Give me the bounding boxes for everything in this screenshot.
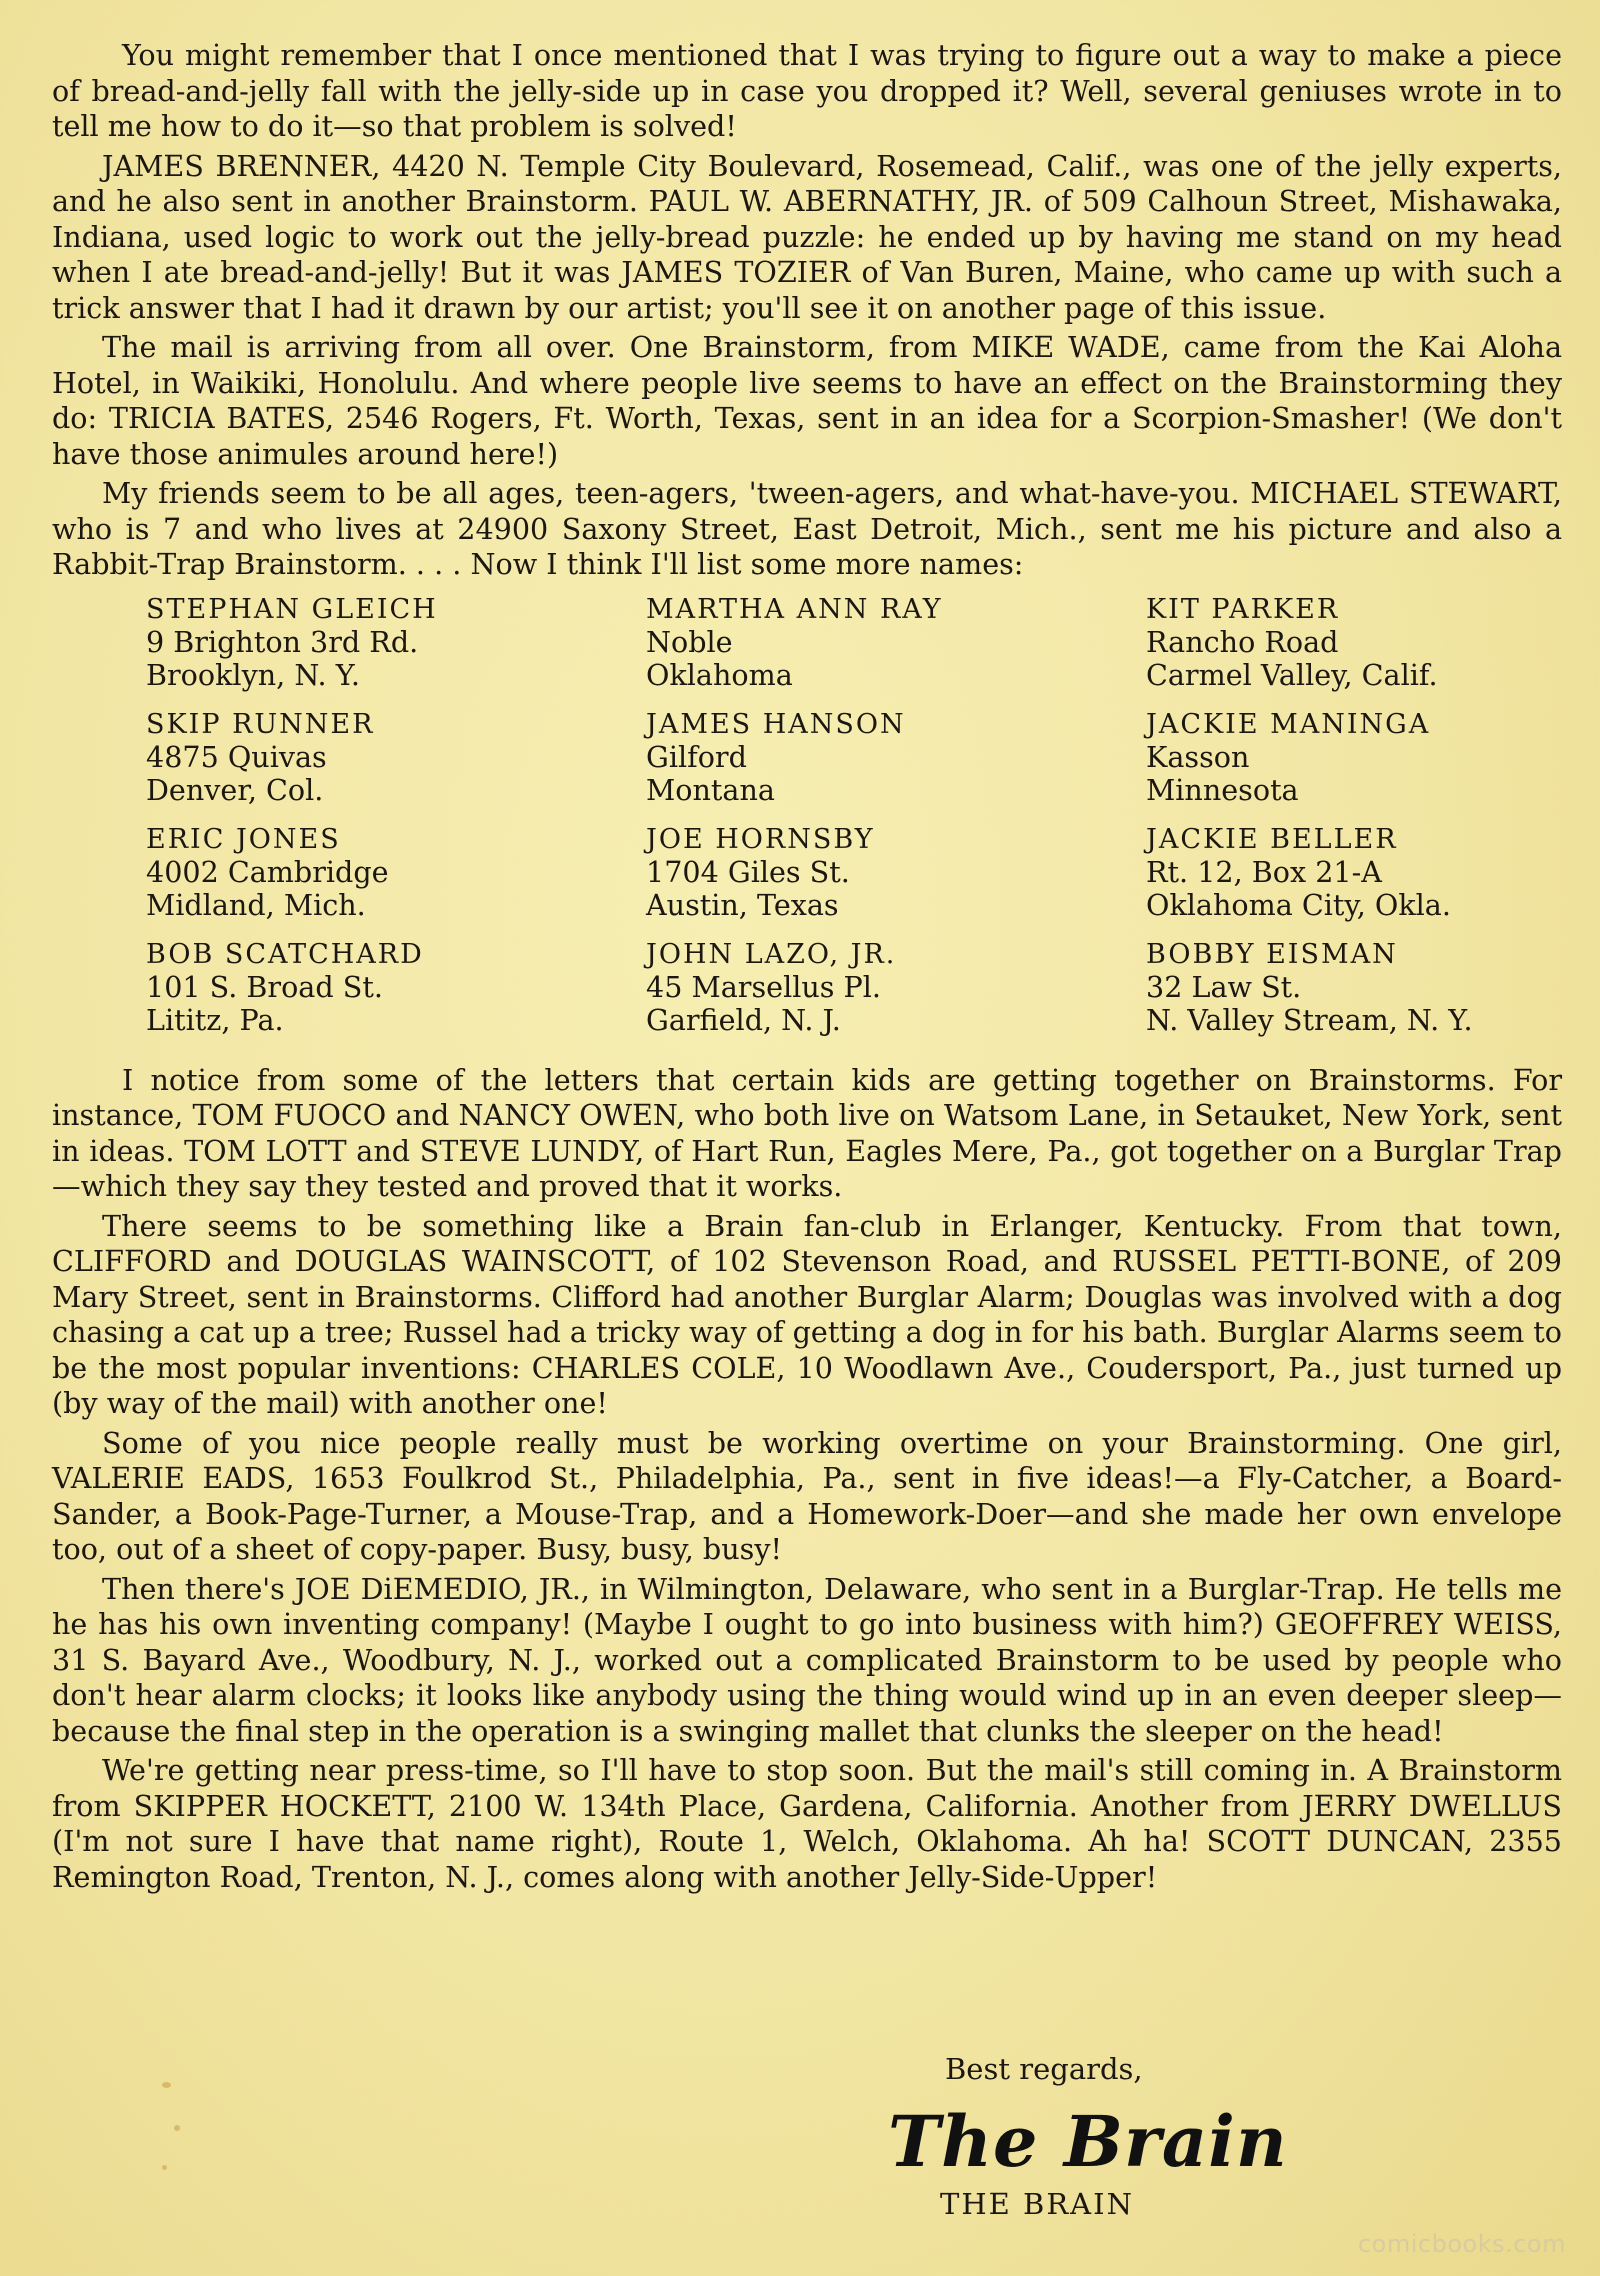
paragraph: The mail is arriving from all over. One Brainstorm, from MIKE WADE, came from the Kai Aloha Hotel, in Waikiki, Honolulu. And where people live seems to have an effect on the Brainstorming they do: TRICIA BATES, 2546 Rogers, Ft. Worth, Texas, sent in an idea for a Scorpion-Smasher! (We don't have those animules around here!) — [52, 330, 1562, 471]
closing-text: Best regards, — [945, 2052, 1143, 2086]
address-name: JOHN LAZO, JR. — [646, 938, 897, 970]
paragraph: Some of you nice people really must be working overtime on your Brainstorming. One girl, VALERIE EADS, 1653 Foulkrod St., Philadelphia, Pa., sent in five ideas!—a Fly-Catcher, a Board-Sander, a Book-Page-Turner, a Mouse-Trap, and a Homework-Doer—and she made her own envelope too, out of a sheet of copy-paper. Busy, busy, busy! — [52, 1425, 1562, 1566]
watermark-text: comicbooks.com — [1357, 2230, 1566, 2258]
address-line: Noble — [646, 624, 733, 659]
address-line: Oklahoma — [646, 657, 793, 692]
address-name: SKIP RUNNER — [146, 708, 375, 740]
address-line: 45 Marsellus Pl. — [646, 969, 882, 1004]
address-name: STEPHAN GLEICH — [146, 593, 438, 625]
signature: The Brain — [888, 2100, 1288, 2183]
address-entry — [146, 593, 646, 692]
address-name: MARTHA ANN RAY — [646, 593, 943, 625]
address-name: JOE HORNSBY — [646, 823, 875, 855]
address-entry — [146, 823, 646, 922]
address-entry — [146, 708, 646, 807]
address-line: Garfield, N. J. — [646, 1002, 841, 1037]
paragraph: You might remember that I once mentioned that I was trying to figure out a way to make a piece of bread-and-jelly fall with the jelly-side up in case you dropped it? Well, several geniuses wrote in to tell me how to do it—so that problem is solved! — [52, 38, 1562, 143]
address-entry — [1146, 708, 1600, 807]
address-entry — [646, 823, 1146, 922]
address-entry — [1146, 823, 1600, 922]
paragraph: My friends seem to be all ages, teen-agers, 'tween-agers, and what-have-you. MICHAEL STEWART, who is 7 and who lives at 24900 Saxony Street, East Detroit, Mich., sent me his picture and also a Rabbit-Trap Brainstorm. . . . Now I think I'll list some more names: — [52, 476, 1562, 581]
address-name: JACKIE MANINGA — [1146, 708, 1431, 740]
address-name: KIT PARKER — [1146, 593, 1340, 625]
address-line: Brooklyn, N. Y. — [146, 657, 360, 692]
paragraph: There seems to be something like a Brain fan-club in Erlanger, Kentucky. From that town, CLIFFORD and DOUGLAS WAINSCOTT, of 102 Stevenson Road, and RUSSEL PETTI-BONE, of 209 Mary Street, sent in Brainstorms. Clifford had another Burglar Alarm; Douglas was involved with a dog chasing a cat up a tree; Russel had a tricky way of getting a dog in for his bath. Burglar Alarms seem to be the most popular inventions: CHARLES COLE, 10 Woodlawn Ave., Coudersport, Pa., just turned up (by way of the mail) with another one! — [52, 1208, 1562, 1420]
paragraph: We're getting near press-time, so I'll have to stop soon. But the mail's still coming in. A Brainstorm from SKIPPER HOCKETT, 2100 W. 134th Place, Gardena, California. Another from JERRY DWELLUS (I'm not sure I have that name right), Route 1, Welch, Oklahoma. Ah ha! SCOTT DUNCAN, 2355 Remington Road, Trenton, N. J., comes along with another Jelly-Side-Upper! — [52, 1753, 1562, 1894]
address-entry — [1146, 593, 1600, 692]
address-line: Oklahoma City, Okla. — [1146, 887, 1451, 922]
address-line: Rancho Road — [1146, 624, 1339, 659]
address-line: 4002 Cambridge — [146, 854, 389, 889]
address-entry — [646, 593, 1146, 692]
signer-name: THE BRAIN — [940, 2187, 1134, 2221]
address-name: JAMES HANSON — [646, 708, 906, 740]
address-line: N. Valley Stream, N. Y. — [1146, 1002, 1473, 1037]
address-name: BOBBY EISMAN — [1146, 938, 1398, 970]
address-entry — [646, 938, 1146, 1037]
address-line: Minnesota — [1146, 772, 1299, 807]
stain-mark — [174, 2125, 180, 2131]
letter-body — [52, 38, 1562, 1899]
address-line: Montana — [646, 772, 775, 807]
paragraph: I notice from some of the letters that certain kids are getting together on Brainstorms. For instance, TOM FUOCO and NANCY OWEN, who both live on Watsom Lane, in Setauket, New York, sent in ideas. TOM LOTT and STEVE LUNDY, of Hart Run, Eagles Mere, Pa., got together on a Burglar Trap—which they say they tested and proved that it works. — [52, 1062, 1562, 1203]
address-line: 9 Brighton 3rd Rd. — [146, 624, 419, 659]
paragraph: JAMES BRENNER, 4420 N. Temple City Boulevard, Rosemead, Calif., was one of the jelly experts, and he also sent in another Brainstorm. PAUL W. ABERNATHY, JR. of 509 Calhoun Street, Mishawaka, Indiana, used logic to work out the jelly-bread puzzle: he ended up by having me stand on my head when I ate bread-and-jelly! But it was JAMES TOZIER of Van Buren, Maine, who came up with such a trick answer that I had it drawn by our artist; you'll see it on another page of this issue. — [52, 148, 1562, 325]
address-line: Gilford — [646, 739, 747, 774]
address-line: Rt. 12, Box 21-A — [1146, 854, 1382, 889]
address-line: Midland, Mich. — [146, 887, 366, 922]
address-entry — [146, 938, 646, 1037]
intro-paragraphs — [52, 38, 1562, 583]
address-line: Carmel Valley, Calif. — [1146, 657, 1438, 692]
address-name: JACKIE BELLER — [1146, 823, 1398, 855]
address-line: 32 Law St. — [1146, 969, 1302, 1004]
address-line: 1704 Giles St. — [646, 854, 850, 889]
address-entry — [646, 708, 1146, 807]
stain-mark — [162, 2165, 167, 2170]
later-paragraphs — [52, 1063, 1562, 1896]
address-line: Denver, Col. — [146, 772, 324, 807]
address-line: Lititz, Pa. — [146, 1002, 284, 1037]
address-line: Kasson — [1146, 739, 1250, 774]
address-entry — [1146, 938, 1600, 1037]
address-line: 101 S. Broad St. — [146, 969, 383, 1004]
address-line: Austin, Texas — [646, 887, 839, 922]
address-name: ERIC JONES — [146, 823, 341, 855]
stain-mark — [162, 2082, 171, 2088]
address-name: BOB SCATCHARD — [146, 938, 424, 970]
paragraph: Then there's JOE DiEMEDIO, JR., in Wilmington, Delaware, who sent in a Burglar-Trap. He tells me he has his own inventing company! (Maybe I ought to go into business with him?) GEOFFREY WEISS, 31 S. Bayard Ave., Woodbury, N. J., worked out a complicated Brainstorm to be used by people who don't hear alarm clocks; it looks like anybody using the thing would wind up in an even deeper sleep—because the final step in the operation is a swinging mallet that clunks the sleeper on the head! — [52, 1571, 1562, 1748]
address-list — [146, 593, 1562, 1037]
address-line: 4875 Quivas — [146, 739, 327, 774]
